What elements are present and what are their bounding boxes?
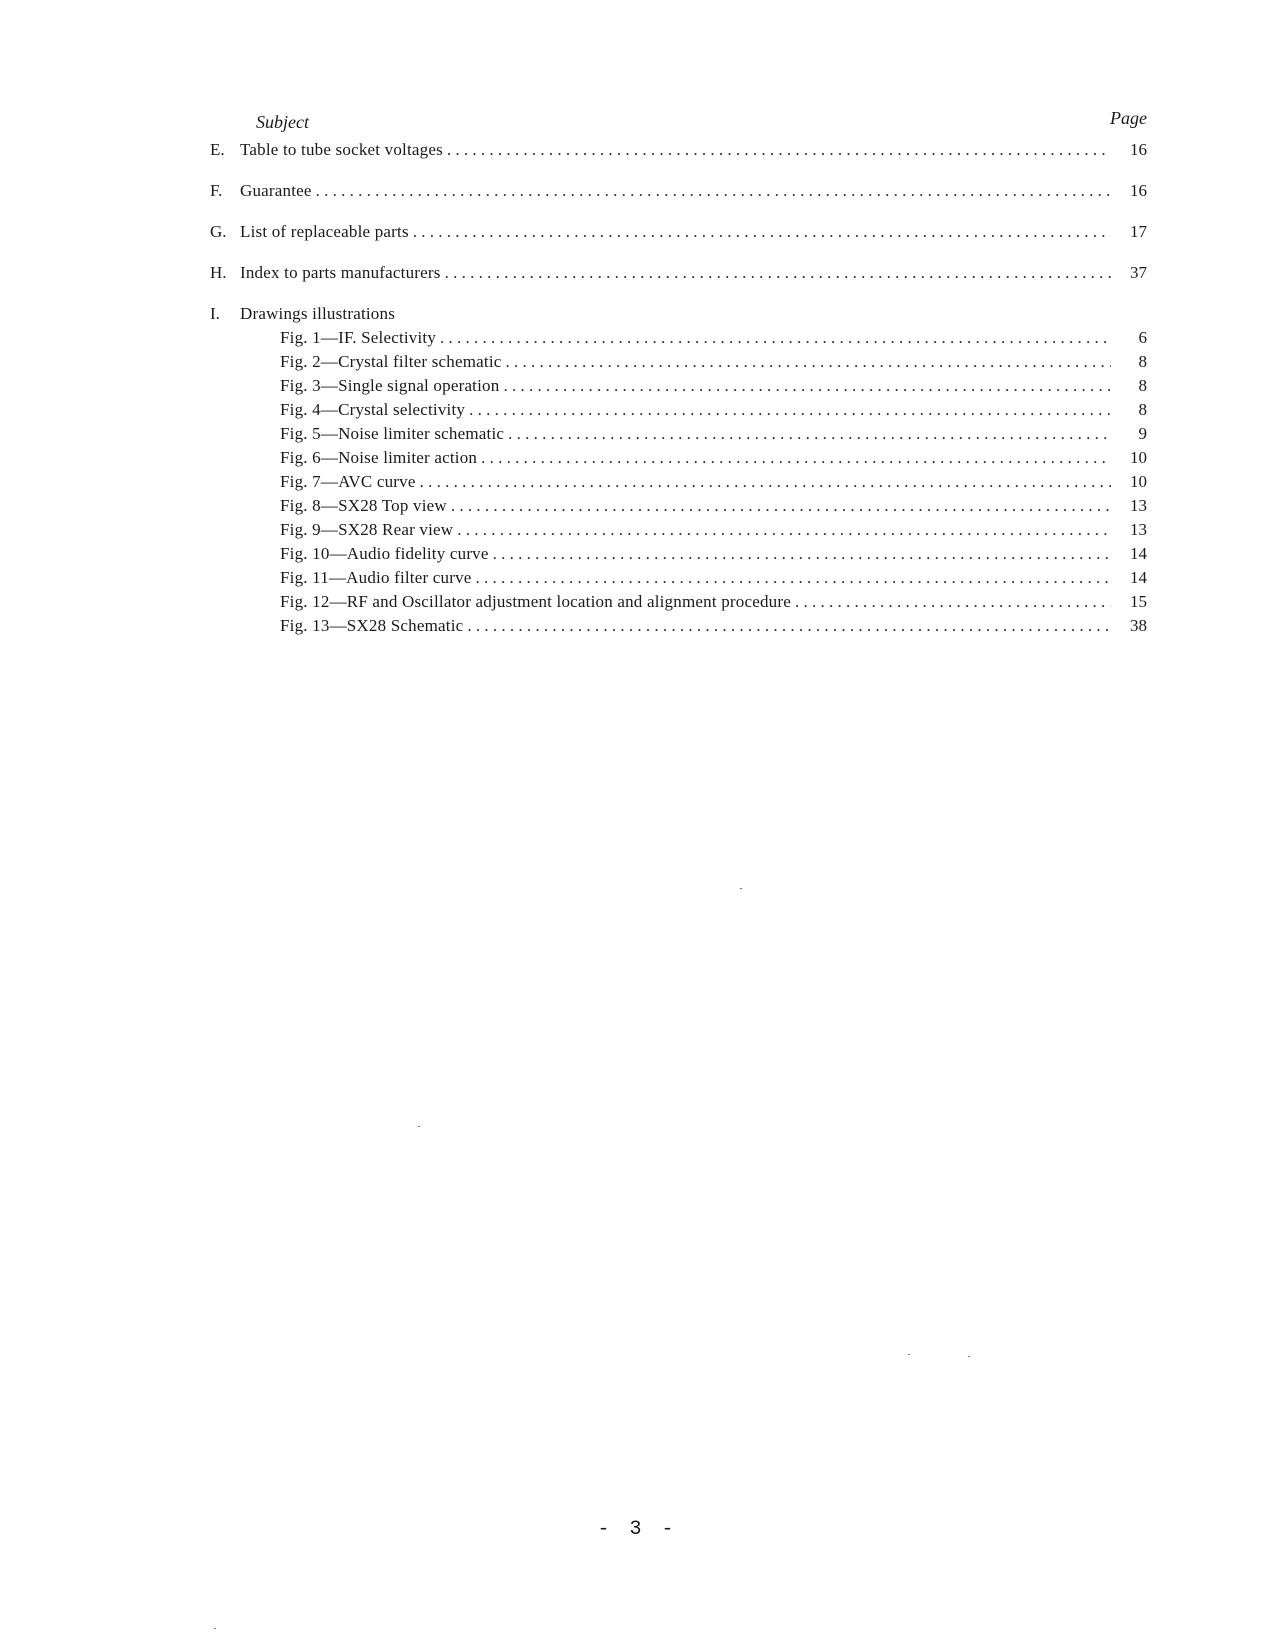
dot-leader: [445, 261, 1111, 285]
entry-letter: G.: [210, 222, 227, 241]
dot-leader: [508, 422, 1111, 446]
figure-label: Fig. 8—SX28 Top view: [280, 496, 447, 515]
dot-leader: [503, 374, 1111, 398]
figure-label: Fig. 12—RF and Oscillator adjustment location and alignment procedure: [280, 592, 791, 611]
figure-entry: [210, 422, 1147, 446]
toc-entry: [210, 261, 1147, 285]
scan-speck: [214, 1628, 216, 1629]
dot-leader: [493, 542, 1111, 566]
page-number: - 3 -: [597, 1518, 678, 1541]
entry-letter: F.: [210, 181, 223, 200]
dot-leader: [467, 614, 1111, 638]
figure-entry: [210, 614, 1147, 638]
figure-page: 13: [1130, 520, 1147, 539]
figure-page: 6: [1138, 328, 1147, 347]
entry-page: 17: [1130, 222, 1147, 241]
entry-label: List of replaceable parts: [240, 222, 409, 241]
figure-entry: [210, 566, 1147, 590]
dot-leader: [420, 470, 1111, 494]
figure-label: Fig. 6—Noise limiter action: [280, 448, 478, 467]
entry-letter: E.: [210, 140, 225, 159]
subject-column-header: Subject: [256, 112, 309, 132]
dot-leader: [413, 220, 1111, 244]
figure-entry: [210, 494, 1147, 518]
scan-speck: [968, 1356, 970, 1357]
figure-label: Fig. 1—IF. Selectivity: [280, 328, 437, 347]
figure-page: 8: [1138, 376, 1147, 395]
dot-leader: [481, 446, 1111, 470]
figure-label: Fig. 11—Audio filter curve: [280, 568, 472, 587]
dot-leader: [457, 518, 1111, 542]
figure-entry: [210, 374, 1147, 398]
figure-entry: [210, 446, 1147, 470]
figure-page: 8: [1138, 352, 1147, 371]
dot-leader: [440, 326, 1111, 350]
scan-speck: [908, 1354, 910, 1355]
scan-speck: [740, 888, 742, 889]
dot-leader: [506, 350, 1112, 374]
figure-page: 13: [1130, 496, 1147, 515]
figure-page: 10: [1130, 472, 1147, 491]
figure-page: 14: [1130, 544, 1147, 563]
figure-label: Fig. 9—SX28 Rear view: [280, 520, 454, 539]
entry-label: Index to parts manufacturers: [240, 263, 441, 282]
dot-leader: [316, 179, 1111, 203]
figure-entry: [210, 326, 1147, 350]
scan-speck: [418, 1126, 420, 1127]
toc-section-heading: [210, 302, 1147, 326]
toc-entry: [210, 220, 1147, 244]
figure-entry: [210, 518, 1147, 542]
figure-label: Fig. 10—Audio fidelity curve: [280, 544, 489, 563]
entry-page: 37: [1130, 263, 1147, 282]
figure-entry: [210, 350, 1147, 374]
entry-page: 16: [1130, 140, 1147, 159]
toc-entry: [210, 138, 1147, 162]
figure-label: Fig. 4—Crystal selectivity: [280, 400, 466, 419]
entry-page: 16: [1130, 181, 1147, 200]
entry-label: Table to tube socket voltages: [240, 140, 443, 159]
figure-label: Fig. 5—Noise limiter schematic: [280, 424, 505, 443]
figure-page: 8: [1138, 400, 1147, 419]
dot-leader: [476, 566, 1111, 590]
figure-page: 10: [1130, 448, 1147, 467]
figure-entry: [210, 590, 1147, 614]
entry-label: Drawings illustrations: [240, 304, 396, 323]
figure-page: 9: [1138, 424, 1147, 443]
figure-entry: [210, 542, 1147, 566]
dot-leader: [469, 398, 1111, 422]
toc-entry: [210, 179, 1147, 203]
figure-page: 14: [1130, 568, 1147, 587]
figure-label: Fig. 7—AVC curve: [280, 472, 416, 491]
dot-leader: [447, 138, 1111, 162]
entry-label: Guarantee: [240, 181, 312, 200]
figure-label: Fig. 2—Crystal filter schematic: [280, 352, 502, 371]
page-column-header: Page: [1110, 108, 1147, 128]
figure-page: 15: [1130, 592, 1147, 611]
dot-leader: [451, 494, 1111, 518]
figure-page: 38: [1130, 616, 1147, 635]
figure-entry: [210, 470, 1147, 494]
figure-entry: [210, 398, 1147, 422]
figure-label: Fig. 13—SX28 Schematic: [280, 616, 464, 635]
entry-letter: I.: [210, 304, 220, 323]
figure-label: Fig. 3—Single signal operation: [280, 376, 500, 395]
dot-leader: [795, 590, 1111, 614]
entry-letter: H.: [210, 263, 227, 282]
